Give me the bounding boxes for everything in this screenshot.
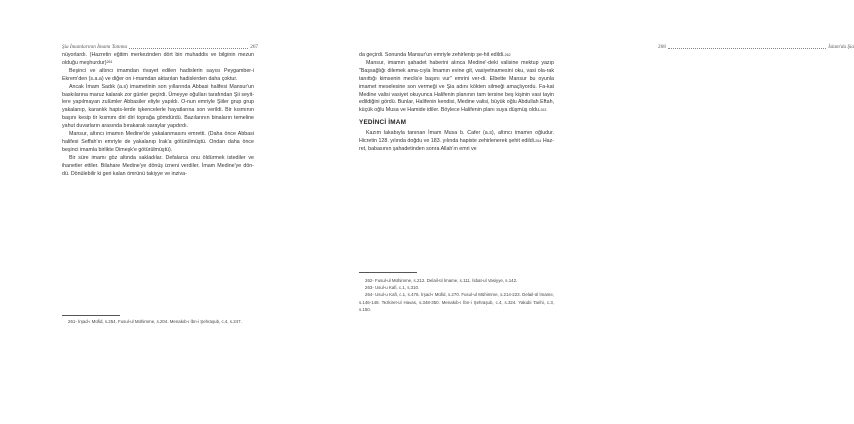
left-footnotes [62, 318, 254, 325]
paragraph: Bir süre imamı göz altında sakladılar. Defalarca onu öldürmek istediler ve ihanetler ettiler. Bilahare Medine'ye dönüş izneni verdiler. İmam Medine'ye dön-dü. Dönülebilir ki geri kalan ömrünü takiyye ve inziva- [62, 154, 254, 177]
right-footnotes [359, 277, 554, 313]
paragraph: Ancak İmam Sadık (a.s) imametinin son yıllarında Abbasi halifesi Mansur'un baskılarına maruz kalarak zor günler geçirdi. Ümeyye oğulları tarafından Şii seyit-lere yapılmayan zulümler Abbasiler eliyle yapıldı. O-nun emriyle Şiiler grup grup yakalanıp, karanlık hapis-lerde işkencelerle hayatlarına son verildi. Bir kısmının başını kesip tir kısmını diri diri toprağa gömdürdü. Bazılarının binaların temeline yahut duvarların arasında bırakarak saraylar yapdırdı. [62, 83, 254, 130]
right-page [300, 0, 854, 424]
left-body-text [62, 52, 254, 179]
footnote: 261- İrşad-ı Müfid, s.254. Fusul-ul Mühimme, s.204. Menakıb-ı İbn-i Şehraşub, c.4, s.247. [68, 319, 242, 324]
footnote-ref[interactable]: 262 [504, 52, 511, 57]
left-running-title: Şia İmamlarının İmamı Tanıma [62, 44, 128, 50]
left-page [0, 0, 300, 424]
paragraph: Kazım lakabıyla tanınan İmam Musa b. Cafer (a.s), altıncı imamın oğludur. Hicretin 128. yılında doğdu ve 183. yılında hapiste zehirlenerek şehit edildi.$^{264}$ Haz-ret, babasının şahadetinden sonra Allah'ın emri ve [359, 130, 555, 152]
footnote-ref[interactable]: 263 [540, 107, 547, 112]
paragraph: da geçirdi. Sonunda Mansur'un emriyle zehirlenip şe-hit edildi.$^{262}$ [359, 52, 511, 58]
paragraph: Mansur, imamın şahadet haberini alınca Medine'-deki valisine mektup yazıp "Başsağlığı dilemek ama-cıyla İmamın evine git, vasiyetnamesini oku, vasi ola-rak tanıttığı kimsenin meclis'e başını vur" emrini ver-di. Elbette Mansur bu oyunla imamet meselesine son vermeği ve Şia adını kökten silmeği amaçlıyordu. Fa-kat Medine valisi vasiyet okuyunca Halifenin planının tam tersine beş kişinin vasi tayin edildiğini gördü. Bunlar, Halifenin kendisi, Medine valisi, büyük oğlu Abdullah Eftah, küçük oğlu Musa ve Hamide idiler. Böylece Halifenin planı suya düşmüş oldu.$^{263}$ [359, 59, 554, 114]
footnote-divider [62, 315, 120, 316]
paragraph: nüyorlardı. (Hazretin eğitim merkezinden dört bin muhaddis ve bilginin mezun olduğu meşhurdur)$^{261}$ [62, 52, 254, 66]
header-leader-dots [129, 48, 248, 49]
left-page-number: 267 [250, 44, 258, 50]
footnote-ref[interactable]: 264 [535, 138, 542, 143]
footnote: 262- Fusul-ul Mühimme, s.212. Delail-ül İmame, s.111. İsbat-ul Vasiyye, s.142. [365, 278, 518, 283]
left-page-header [62, 44, 258, 50]
footnote-ref[interactable]: 261 [106, 60, 113, 65]
section-title: YEDİNCİ İMAM [359, 119, 407, 127]
right-page-header [658, 44, 854, 50]
paragraph: Mansur, altıncı imamın Medine'de yakalanmasını emretti. (Daha önce Abbasi halifesi Seffah'ın emriyle de yakalanıp Irak'a götürülmüştü. Ondan daha önce beşinci imamla birlikte Dimeşk'e götürülmüştü). [62, 131, 254, 153]
header-leader-dots [668, 48, 826, 49]
footnote: 264- Usul-u Kafi, c.1, s.476. İrşad-ı Müfid, s.270. Fusul-ul Mühimme, s.214-223. Delail-ül İmame, s.146-148. Tezkiret-ul Havas, s.348-350. Menakıb-ı İbn-i Şehraşub, c.4, s.324. Yakubi Tarihi, c.3, s.150. [359, 292, 554, 312]
footnote: 263- Usul-u Kafi, c.1, s.310. [365, 285, 420, 291]
paragraph: Beşinci ve altıncı imamdan rivayet edilen hadislerin sayısı Peygamber-i Ekrem'den (s.a.a) ve diğer on i-mamdan aktarılan hadislerden daha çoktur. [62, 67, 254, 82]
right-page-number: 268 [658, 44, 666, 50]
right-body-text [359, 52, 554, 154]
right-running-title: İslam'da Şia [828, 44, 854, 50]
footnote-divider [359, 272, 417, 273]
